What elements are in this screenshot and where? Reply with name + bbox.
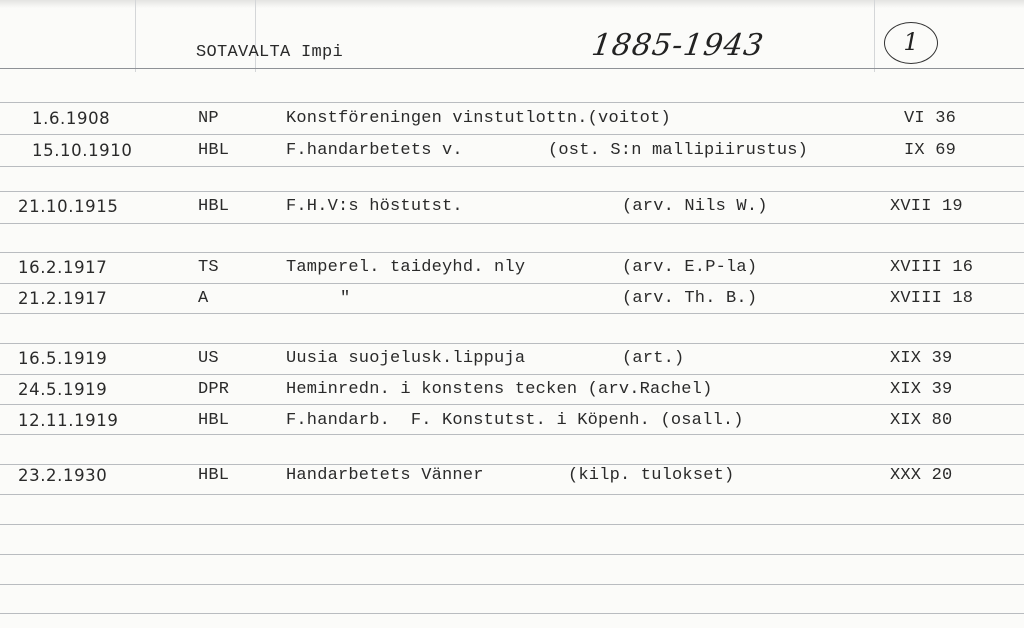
rule-line <box>0 283 1024 284</box>
rule-line <box>0 524 1024 525</box>
entry-date: 16.5.1919 <box>18 349 108 368</box>
entry-description: Heminredn. i konstens tecken (arv.Rachel) <box>286 380 713 399</box>
rule-line <box>0 252 1024 253</box>
rule-line <box>0 464 1024 465</box>
entry-reference: XVIII 18 <box>890 289 974 308</box>
entry-note: (arv. Nils W.) <box>622 197 768 216</box>
entry-source: US <box>198 349 219 368</box>
rule-line <box>0 223 1024 224</box>
entry-source: HBL <box>198 411 230 430</box>
entry-date: 21.10.1915 <box>18 197 119 216</box>
card-top-edge <box>0 0 1024 8</box>
entry-reference: XIX 39 <box>890 380 953 399</box>
rule-line <box>0 68 1024 69</box>
life-years: 1885-1943 <box>589 28 767 63</box>
rule-line <box>0 343 1024 344</box>
entry-date: 12.11.1919 <box>18 411 119 430</box>
entry-source: HBL <box>198 141 230 160</box>
entry-date: 24.5.1919 <box>18 380 108 399</box>
entry-date: 23.2.1930 <box>18 466 108 485</box>
entry-source: TS <box>198 258 219 277</box>
entry-reference: XIX 80 <box>890 411 953 430</box>
entry-note: (arv. E.P-la) <box>622 258 758 277</box>
rule-line <box>0 554 1024 555</box>
column-guide <box>874 0 875 72</box>
entry-date: 16.2.1917 <box>18 258 108 277</box>
entry-description: Handarbetets Vänner <box>286 466 484 485</box>
person-name: SOTAVALTA Impi <box>196 43 344 62</box>
entry-date: 21.2.1917 <box>18 289 108 308</box>
entry-reference: XVII 19 <box>890 197 963 216</box>
rule-line <box>0 613 1024 614</box>
entry-description: Konstföreningen vinstutlottn.(voitot) <box>286 109 671 128</box>
rule-line <box>0 374 1024 375</box>
entry-date: 15.10.1910 <box>32 141 133 160</box>
rule-line <box>0 494 1024 495</box>
entry-description: F.handarbetets v. <box>286 141 463 160</box>
entry-note: (art.) <box>622 349 685 368</box>
entry-source: HBL <box>198 197 230 216</box>
entry-source: A <box>198 289 209 308</box>
entry-reference: VI 36 <box>904 109 957 128</box>
rule-line <box>0 102 1024 103</box>
entry-note: (kilp. tulokset) <box>568 466 735 485</box>
entry-description: Tamperel. taideyhd. nly <box>286 258 526 277</box>
entry-reference: IX 69 <box>904 141 957 160</box>
entry-description: F.H.V:s höstutst. <box>286 197 463 216</box>
rule-line <box>0 191 1024 192</box>
rule-line <box>0 313 1024 314</box>
entry-description: F.handarb. F. Konstutst. i Köpenh. (osall.) <box>286 411 744 430</box>
entry-reference: XXX 20 <box>890 466 953 485</box>
entry-source: DPR <box>198 380 230 399</box>
entry-date: 1.6.1908 <box>32 109 111 128</box>
rule-line <box>0 584 1024 585</box>
card-number: 1 <box>884 22 938 64</box>
entry-description: Uusia suojelusk.lippuja <box>286 349 526 368</box>
rule-line <box>0 434 1024 435</box>
rule-line <box>0 134 1024 135</box>
rule-line <box>0 166 1024 167</box>
entry-source: HBL <box>198 466 230 485</box>
entry-source: NP <box>198 109 219 128</box>
entry-reference: XIX 39 <box>890 349 953 368</box>
entry-note: (ost. S:n mallipiirustus) <box>548 141 809 160</box>
entry-description: " <box>340 289 351 308</box>
column-guide <box>135 0 136 72</box>
rule-line <box>0 404 1024 405</box>
entry-reference: XVIII 16 <box>890 258 974 277</box>
entry-note: (arv. Th. B.) <box>622 289 758 308</box>
